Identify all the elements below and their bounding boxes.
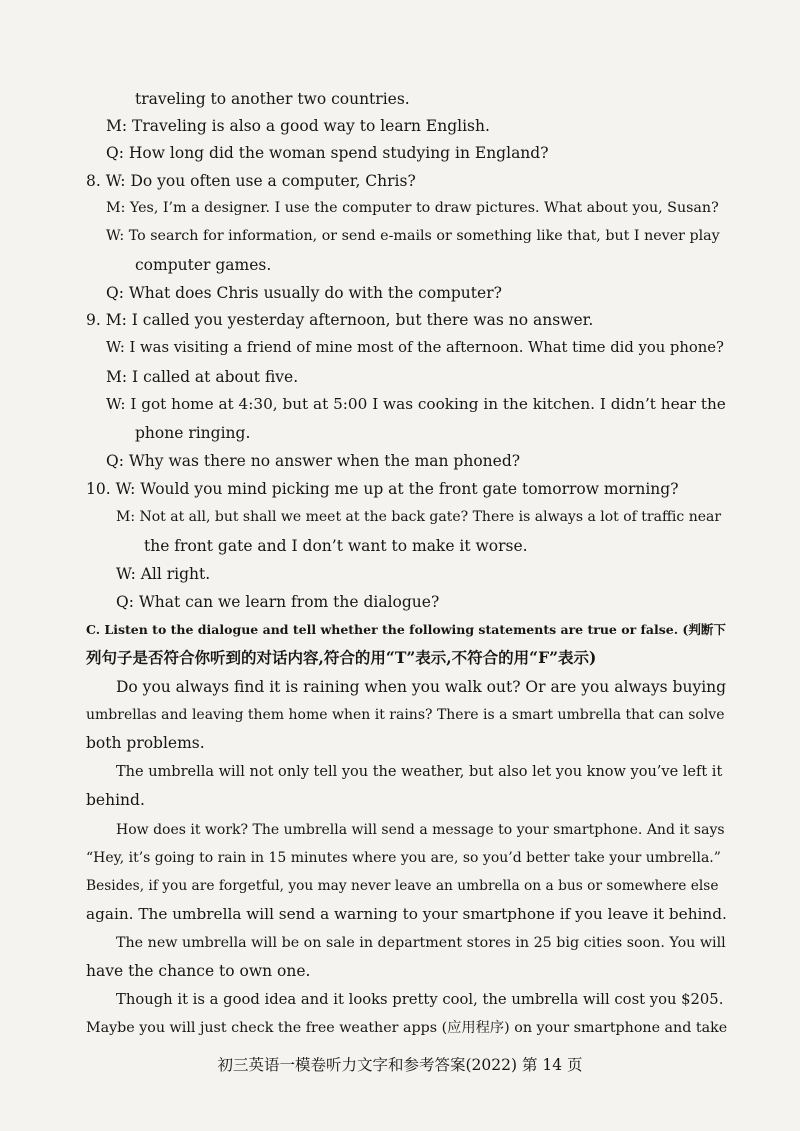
page-footer: 初三英语一模卷听力文字和参考答案(2022) 第 14 页 [217,1056,583,1074]
text-line: both problems. [86,734,205,752]
text-line: M: Not at all, but shall we meet at the back gate? There is always a lot of traffic near [116,509,722,525]
text-line: behind. [86,791,145,809]
text-line: W: All right. [116,565,211,583]
text-line: 9. M: I called you yesterday afternoon, but there was no answer. [86,311,594,329]
text-line: computer games. [135,256,272,274]
text-line: “Hey, it’s going to rain in 15 minutes where you are, so you’d better take your umbrella.” [86,850,721,866]
text-line: Besides, if you are forgetful, you may never leave an umbrella on a bus or somewhere else [86,878,719,894]
text-line: again. The umbrella will send a warning to your smartphone if you leave it behind. [86,905,727,923]
text-line: M: I called at about five. [106,368,299,386]
text-line: Q: Why was there no answer when the man phoned? [106,452,521,470]
text-line: Q: What can we learn from the dialogue? [116,593,440,611]
text-line: The new umbrella will be on sale in department stores in 25 big cities soon. You will [116,935,726,951]
text-line: W: I got home at 4:30, but at 5:00 I was cooking in the kitchen. I didn’t hear the [106,395,726,413]
text-line: traveling to another two countries. [135,90,410,108]
text-line: 10. W: Would you mind picking me up at the front gate tomorrow morning? [86,480,679,498]
text-line: Maybe you will just check the free weather apps (应用程序) on your smartphone and take [86,1020,728,1036]
text-line: How does it work? The umbrella will send a message to your smartphone. And it says [116,822,725,838]
section-heading: C. Listen to the dialogue and tell whether the following statements are true or false. (判断下 [86,622,726,637]
text-line: Though it is a good idea and it looks pretty cool, the umbrella will cost you $205. [116,991,724,1008]
text-line: 8. W: Do you often use a computer, Chris? [86,172,416,190]
text-line: Q: How long did the woman spend studying in England? [106,144,549,162]
text-line: the front gate and I don’t want to make it worse. [144,537,528,555]
text-line: have the chance to own one. [86,962,311,980]
text-line: W: I was visiting a friend of mine most of the afternoon. What time did you phone? [106,339,724,356]
text-line: W: To search for information, or send e-mails or something like that, but I never play [106,228,720,244]
text-line: umbrellas and leaving them home when it rains? There is a smart umbrella that can solve [86,707,725,723]
text-line: Q: What does Chris usually do with the computer? [106,284,502,302]
text-line: The umbrella will not only tell you the weather, but also let you know you’ve left it [116,764,723,780]
text-line: phone ringing. [135,424,251,442]
text-line: Do you always find it is raining when you walk out? Or are you always buying [116,678,727,696]
text-line: M: Yes, I’m a designer. I use the computer to draw pictures. What about you, Susan? [106,200,719,216]
section-heading-cont: 列句子是否符合你听到的对话内容,符合的用“T”表示,不符合的用“F”表示) [86,648,597,667]
text-line: M: Traveling is also a good way to learn English. [106,117,490,135]
